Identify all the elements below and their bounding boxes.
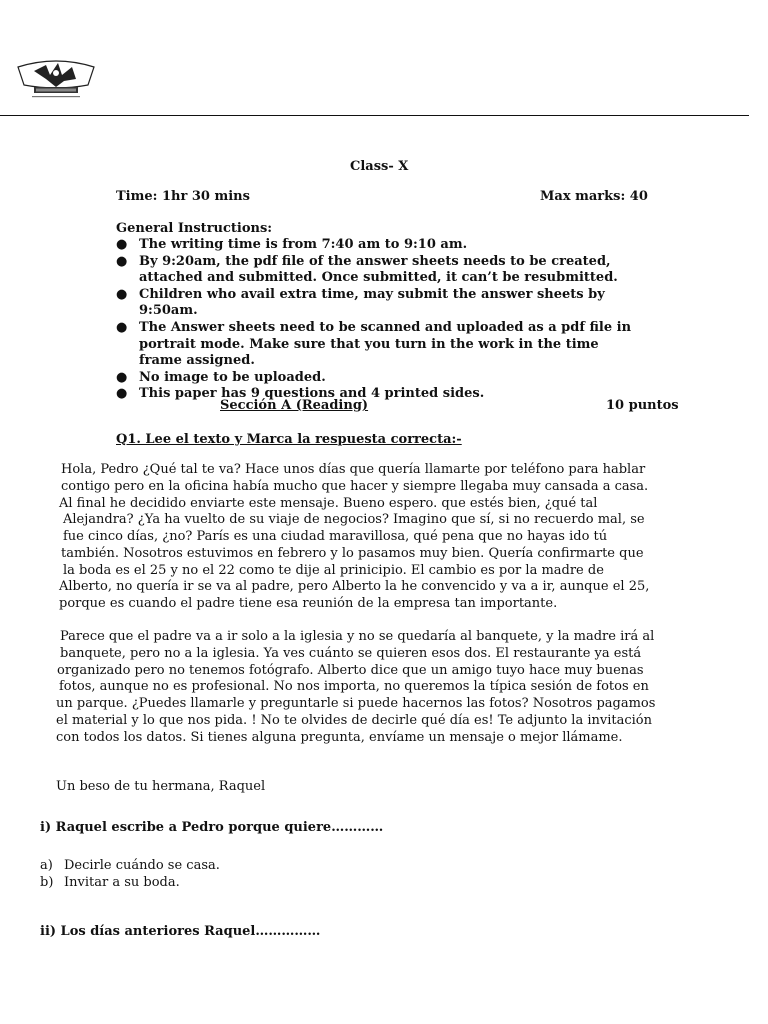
letter-line: organizado pero no tenemos fotógrafo. Alberto dice que un amigo tuyo hace muy buenas (57, 662, 644, 678)
bullet-icon: ● (116, 286, 128, 302)
letter-line: fotos, aunque no es profesional. No nos importa, no queremos la típica sesión de fotos en (59, 679, 649, 695)
option-a[interactable] (40, 857, 220, 874)
instruction-item: ● This paper has 9 questions and 4 printed sides. (116, 386, 485, 402)
letter-line: porque es cuando el padre tiene esa reunión de la empresa tan importante. (59, 596, 558, 611)
bullet-icon: ● (116, 319, 128, 335)
option-text: Invitar a su boda. (64, 875, 180, 890)
letter-line: Al final he decidido enviarte este mensaje. Bueno espero. que estés bien, ¿qué tal (59, 495, 598, 511)
exam-time: Time: 1hr 30 mins (116, 189, 250, 204)
q1-heading: Q1. Lee el texto y Marca la respuesta correcta:- (116, 432, 462, 447)
option-text: Decirle cuándo se casa. (64, 858, 220, 873)
letter-line: la boda es el 25 y no el 22 como te dije al prinicipio. El cambio es por la madre de (63, 562, 604, 578)
bullet-icon: ● (116, 369, 128, 385)
instruction-item: ● The writing time is from 7:40 am to 9:10 am. (116, 237, 468, 252)
option-b[interactable] (40, 874, 220, 891)
letter-line: banquete, pero no a la iglesia. Ya ves cuánto se quieren esos dos. El restaurante ya está (60, 645, 642, 661)
question-1-text: i) Raquel escribe a Pedro porque quiere………… (40, 820, 384, 835)
question-1-options (40, 857, 220, 891)
letter-line: Hola, Pedro ¿Qué tal te va? Hace unos días que quería llamarte por teléfono para hablar (61, 462, 646, 477)
letter-line: el material y lo que nos pida. ! No te olvides de decirle qué día es! Te adjunto la invitación (56, 712, 652, 728)
instructions-heading: General Instructions: (116, 221, 273, 236)
instruction-item: ● Children who avail extra time, may submit the answer sheets by 9:50am. (116, 286, 605, 319)
bullet-icon: ● (116, 386, 128, 402)
letter-line: con todos los datos. Si tienes alguna pregunta, envíame un mensaje o mejor llámame. (56, 729, 623, 745)
section-points: 10 puntos (606, 398, 679, 413)
max-marks: Max marks: 40 (540, 189, 648, 204)
letter-line: fue cinco días, ¿no? París es una ciudad maravillosa, qué pena que no hayas ido tú (63, 529, 608, 544)
letter-line: Parece que el padre va a ir solo a la iglesia y no se quedaría al banquete, y la madre irá al (60, 629, 655, 644)
school-crest-logo-icon (16, 57, 96, 101)
letter-line: también. Nosotros estuvimos en febrero y lo pasamos muy bien. Quería confirmarte que (61, 545, 644, 561)
bullet-icon: ● (116, 253, 128, 269)
section-title: Sección A (Reading) (220, 398, 369, 413)
instructions-list (116, 237, 646, 403)
option-label: b) (40, 875, 54, 890)
class-label: Class- X (350, 159, 409, 174)
instruction-item: ● By 9:20am, the pdf file of the answer sheets needs to be created, attached and submitted. Once submitted, it can’t be resubmitted. (116, 253, 618, 286)
bullet-icon: ● (116, 237, 128, 252)
instruction-item: ● No image to be uploaded. (116, 369, 326, 385)
letter-line: contigo pero en la oficina había mucho que hacer y siempre llegaba muy cansada a casa. (61, 478, 649, 494)
letter-paragraph-2 (56, 629, 655, 746)
letter-paragraph-1 (56, 462, 650, 613)
letter-line: Alberto, no quería ir se va al padre, pero Alberto la he convencido y va a ir, aunque el 25, (59, 579, 650, 595)
letter-line: un parque. ¿Puedes llamarle y preguntarle si puede hacernos las fotos? Nosotros pagamos (56, 696, 656, 711)
letter-signoff: Un beso de tu hermana, Raquel (56, 779, 266, 794)
header-divider (0, 115, 749, 116)
question-2-text: ii) Los días anteriores Raquel…………… (40, 924, 321, 939)
instruction-item: ● The Answer sheets need to be scanned and uploaded as a pdf file in portrait mode. Make sure that you turn in the work in the time frame assigned. (116, 319, 632, 369)
option-label: a) (40, 858, 53, 873)
letter-line: Alejandra? ¿Ya ha vuelto de su viaje de negocios? Imagino que sí, si no recuerdo mal, se (63, 512, 645, 528)
